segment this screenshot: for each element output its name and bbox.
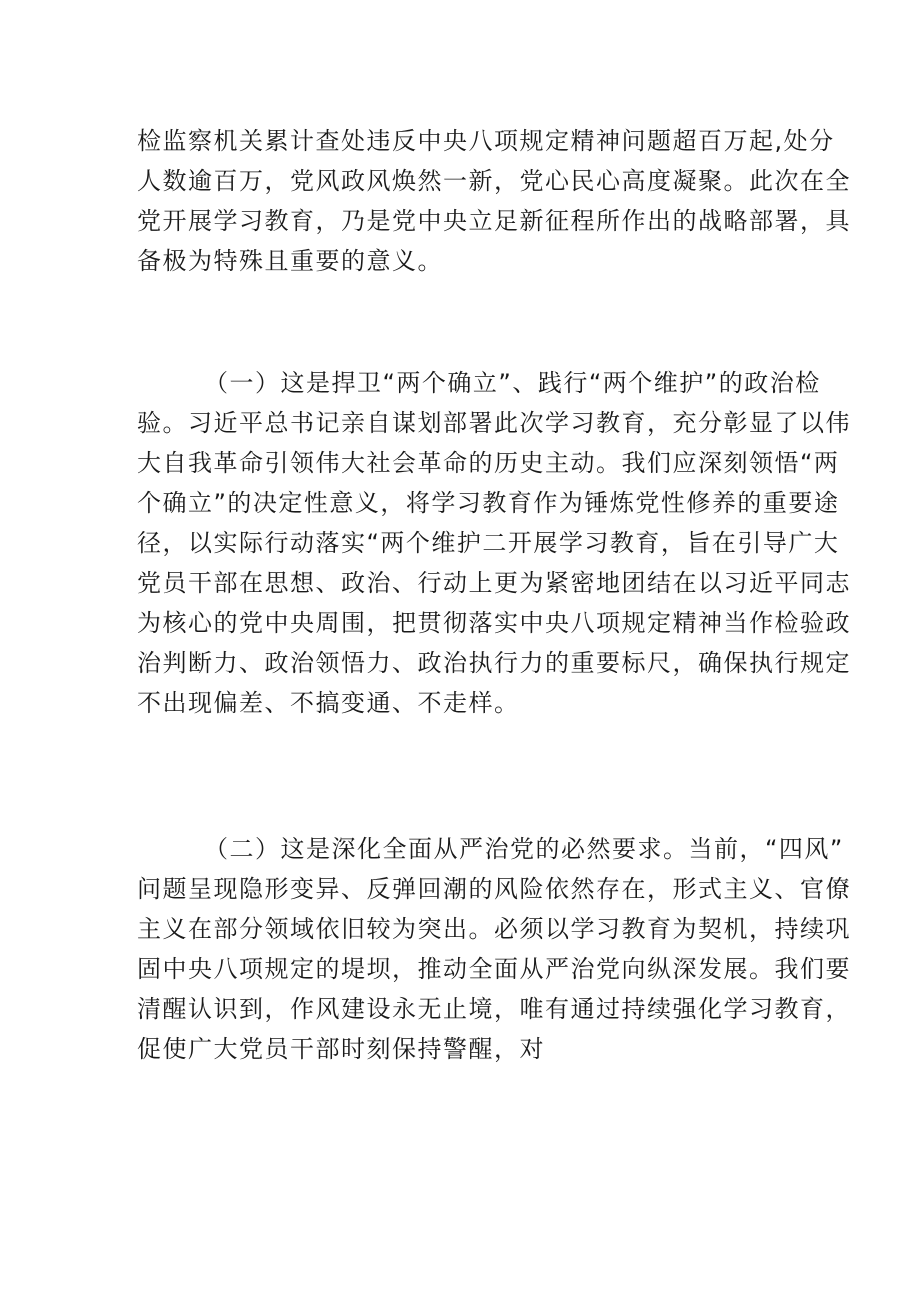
text-line: 验。习近平总书记亲自谋划部署此次学习教育，充分彰显了以伟 [137,409,851,437]
text-line: 个确立”的决定性意义，将学习教育作为锤炼党性修养的重要途 [137,489,840,517]
text-line: 问题呈现隐形变异、反弹回潮的风险依然存在，形式主义、官僚 [137,875,851,903]
text-line: 主义在部分领域依旧较为突出。必须以学习教育为契机，持续巩 [137,915,851,943]
text-line: 为核心的党中央周围，把贯彻落实中央八项规定精神当作检验政 [137,609,851,637]
text-line: （一）这是捍卫“两个确立”、践行“两个维护”的政治检 [204,369,821,397]
text-line: 不出现偏差、不搞变通、不走样。 [137,689,520,717]
text-line: 人数逾百万，党风政风焕然一新，党心民心高度凝聚。此次在全 [137,167,851,195]
text-line: 党开展学习教育，乃是党中央立足新征程所作出的战略部署，具 [137,207,851,235]
text-line: 检监察机关累计查处违反中央八项规定精神问题超百万起,处分 [137,127,835,155]
text-line: 促使广大党员干部时刻保持警醒，对 [137,1035,545,1063]
text-line: 大自我革命引领伟大社会革命的历史主动。我们应深刻领悟“两 [137,449,840,477]
text-line: 清醒认识到，作风建设永无止境，唯有通过持续强化学习教育， [137,995,851,1023]
text-line: 径，以实际行动落实“两个维护二开展学习教育，旨在引导广大 [137,529,840,557]
text-line: 固中央八项规定的堤坝，推动全面从严治党向纵深发展。我们要 [137,955,851,983]
paragraph-section-2 [137,829,851,1069]
text-line: （二）这是深化全面从严治党的必然要求。当前，“四风” [204,835,844,863]
text-line: 备极为特殊且重要的意义。 [137,247,443,275]
paragraph-section-1 [137,363,851,723]
text-line: 治判断力、政治领悟力、政治执行力的重要标尺，确保执行规定 [137,649,851,677]
paragraph-intro [137,121,851,281]
text-line: 党员干部在思想、政治、行动上更为紧密地团结在以习近平同志 [137,569,851,597]
